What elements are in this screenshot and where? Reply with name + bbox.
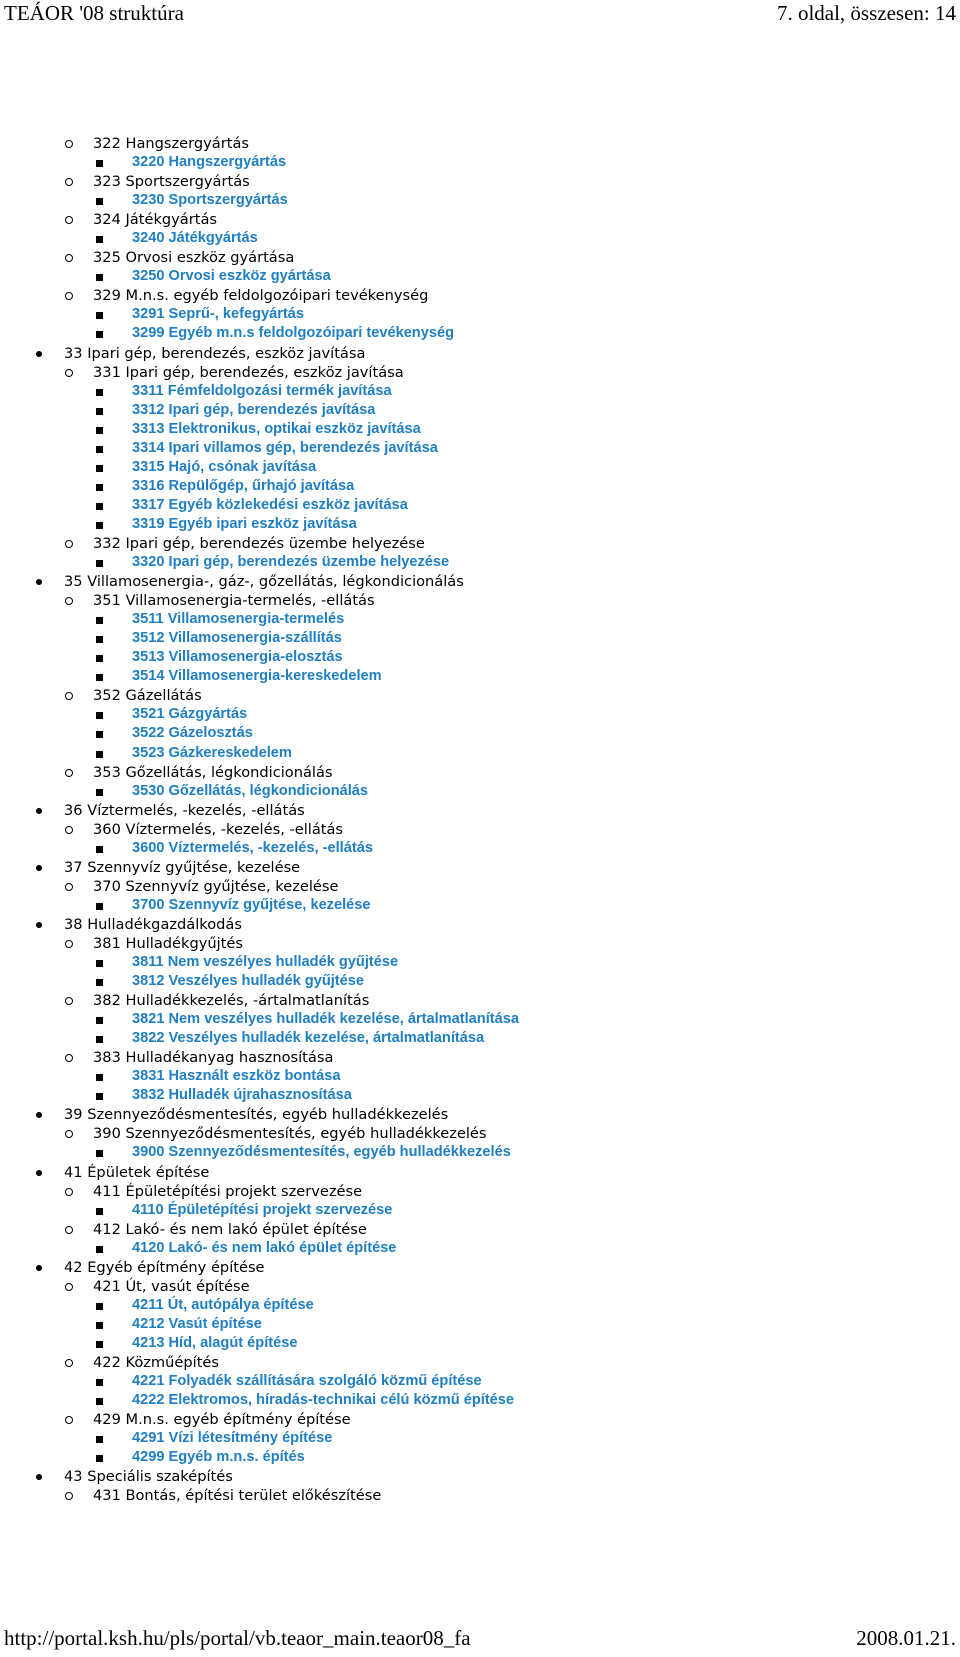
square-bullet-icon: [96, 1436, 103, 1443]
item-label: 382 Hulladékkezelés, -ártalmatlanítás: [93, 992, 370, 1010]
print-date: 2008.01.21.: [856, 1626, 956, 1650]
class-link[interactable]: 4291 Vízi létesítmény építése: [132, 1430, 333, 1447]
class-link[interactable]: 3821 Nem veszélyes hulladék kezelése, ártalmatlanítása: [132, 1011, 519, 1028]
class-link[interactable]: 4222 Elektromos, híradás-technikai célú közmű építése: [132, 1392, 515, 1409]
square-bullet-icon: [96, 655, 103, 662]
class-item[interactable]: [0, 191, 960, 210]
item-label: 390 Szennyeződésmentesítés, egyéb hulladékkezelés: [93, 1125, 487, 1143]
document-title: TEÁOR '08 struktúra: [4, 1, 184, 25]
class-item[interactable]: [0, 1086, 960, 1105]
item-label: 41 Épületek építése: [64, 1163, 210, 1181]
item-label: 383 Hulladékanyag hasznosítása: [93, 1049, 334, 1067]
item-label: 322 Hangszergyártás: [93, 135, 250, 152]
class-item[interactable]: [0, 1296, 960, 1315]
class-item[interactable]: [0, 1315, 960, 1334]
class-item[interactable]: [0, 953, 960, 972]
item-label: 36 Víztermelés, -kezelés, -ellátás: [64, 801, 305, 819]
class-item[interactable]: [0, 153, 960, 172]
class-link[interactable]: 3811 Nem veszélyes hulladék gyűjtése: [132, 954, 399, 971]
circle-bullet-icon: [65, 940, 73, 948]
group-item: [0, 286, 960, 305]
class-item[interactable]: [0, 420, 960, 439]
square-bullet-icon: [96, 160, 103, 167]
item-label: 360 Víztermelés, -kezelés, -ellátás: [93, 820, 344, 838]
item-label: 35 Villamosenergia-, gáz-, gőzellátás, légkondicionálás: [64, 573, 464, 591]
square-bullet-icon: [96, 674, 103, 681]
class-link[interactable]: 4221 Folyadék szállítására szolgáló közmű építése: [132, 1373, 482, 1390]
item-label: 324 Játékgyártás: [93, 211, 218, 229]
item-label: 37 Szennyvíz gyűjtése, kezelése: [64, 858, 301, 876]
square-bullet-icon: [96, 979, 103, 986]
square-bullet-icon: [96, 236, 103, 243]
item-label: 429 M.n.s. egyéb építmény építése: [93, 1411, 351, 1429]
class-item[interactable]: [0, 382, 960, 401]
circle-bullet-icon: [65, 178, 73, 186]
class-link[interactable]: 3530 Gőzellátás, légkondicionálás: [132, 782, 369, 799]
circle-bullet-icon: [65, 1416, 73, 1424]
square-bullet-icon: [96, 846, 103, 853]
class-link[interactable]: 3314 Ipari villamos gép, berendezés javítása: [132, 439, 438, 456]
class-item[interactable]: [0, 724, 960, 743]
class-item[interactable]: [0, 648, 960, 667]
class-link[interactable]: 3299 Egyéb m.n.s feldolgozóipari tevékenység: [132, 325, 454, 342]
square-bullet-icon: [96, 731, 103, 738]
group-item: [0, 686, 960, 705]
group-item: [0, 934, 960, 953]
class-item[interactable]: [0, 553, 960, 572]
class-link[interactable]: 3900 Szennyeződésmentesítés, egyéb hulladékkezelés: [132, 1144, 511, 1161]
circle-bullet-icon: [65, 540, 73, 548]
class-item[interactable]: [0, 896, 960, 915]
square-bullet-icon: [96, 789, 103, 796]
class-item[interactable]: [0, 839, 960, 858]
class-link[interactable]: 3250 Orvosi eszköz gyártása: [132, 268, 331, 285]
class-item[interactable]: [0, 267, 960, 286]
square-bullet-icon: [96, 312, 103, 319]
square-bullet-icon: [96, 712, 103, 719]
class-item[interactable]: [0, 1429, 960, 1448]
disc-bullet-icon: [36, 865, 42, 871]
section-item: [0, 801, 960, 820]
circle-bullet-icon: [65, 216, 73, 224]
square-bullet-icon: [96, 274, 103, 281]
classification-tree: [0, 134, 960, 1505]
circle-bullet-icon: [65, 1054, 73, 1062]
group-item: [0, 1277, 960, 1296]
item-label: 353 Gőzellátás, légkondicionálás: [93, 763, 333, 781]
section-item: [0, 1105, 960, 1124]
class-item[interactable]: [0, 610, 960, 629]
class-item[interactable]: [0, 1448, 960, 1467]
group-item: [0, 1353, 960, 1372]
class-link[interactable]: 3312 Ipari gép, berendezés javítása: [132, 401, 376, 418]
class-link[interactable]: 3522 Gázelosztás: [132, 725, 253, 742]
class-item[interactable]: [0, 705, 960, 724]
square-bullet-icon: [96, 960, 103, 967]
class-link[interactable]: 3230 Sportszergyártás: [132, 192, 288, 209]
class-item[interactable]: [0, 458, 960, 477]
square-bullet-icon: [96, 465, 103, 472]
item-label: 323 Sportszergyártás: [93, 173, 250, 191]
page-counter: 7. oldal, összesen: 14: [776, 1, 956, 25]
disc-bullet-icon: [36, 1112, 42, 1118]
class-link[interactable]: 3812 Veszélyes hulladék gyűjtése: [132, 973, 365, 990]
class-item[interactable]: [0, 629, 960, 648]
class-item[interactable]: [0, 782, 960, 801]
square-bullet-icon: [96, 484, 103, 491]
circle-bullet-icon: [65, 692, 73, 700]
group-item: [0, 363, 960, 382]
class-item[interactable]: [0, 1010, 960, 1029]
circle-bullet-icon: [65, 597, 73, 605]
circle-bullet-icon: [65, 1359, 73, 1367]
class-item[interactable]: [0, 305, 960, 324]
group-item: [0, 591, 960, 610]
circle-bullet-icon: [65, 769, 73, 777]
class-item[interactable]: [0, 477, 960, 496]
circle-bullet-icon: [65, 1492, 73, 1500]
square-bullet-icon: [96, 1017, 103, 1024]
square-bullet-icon: [96, 1246, 103, 1253]
square-bullet-icon: [96, 1208, 103, 1215]
class-link[interactable]: 4299 Egyéb m.n.s. építés: [132, 1449, 305, 1466]
class-link[interactable]: 4212 Vasút építése: [132, 1315, 262, 1332]
square-bullet-icon: [96, 617, 103, 624]
class-link[interactable]: 3513 Villamosenergia-elosztás: [132, 649, 343, 666]
class-link[interactable]: 3317 Egyéb közlekedési eszköz javítása: [132, 496, 408, 513]
class-link[interactable]: 4213 Híd, alagút építése: [132, 1334, 298, 1351]
class-link[interactable]: 3315 Hajó, csónak javítása: [132, 458, 317, 475]
group-item: [0, 820, 960, 839]
class-item[interactable]: [0, 1334, 960, 1353]
square-bullet-icon: [96, 446, 103, 453]
disc-bullet-icon: [36, 808, 42, 814]
class-item[interactable]: [0, 972, 960, 991]
class-link[interactable]: 3822 Veszélyes hulladék kezelése, ártalmatlanítása: [132, 1030, 485, 1047]
circle-bullet-icon: [65, 1226, 73, 1234]
section-item: [0, 915, 960, 934]
item-label: 325 Orvosi eszköz gyártása: [93, 249, 295, 267]
disc-bullet-icon: [36, 1170, 42, 1176]
square-bullet-icon: [96, 1322, 103, 1329]
class-link[interactable]: 3832 Hulladék újrahasznosítása: [132, 1087, 352, 1104]
square-bullet-icon: [96, 1036, 103, 1043]
item-label: 370 Szennyvíz gyűjtése, kezelése: [93, 877, 339, 895]
group-item: [0, 534, 960, 553]
item-label: 352 Gázellátás: [93, 687, 202, 705]
group-item: [0, 1220, 960, 1239]
class-link[interactable]: 3521 Gázgyártás: [132, 706, 248, 723]
square-bullet-icon: [96, 427, 103, 434]
disc-bullet-icon: [36, 1474, 42, 1480]
square-bullet-icon: [96, 408, 103, 415]
item-label: 38 Hulladékgazdálkodás: [64, 915, 242, 933]
section-item: [0, 858, 960, 877]
circle-bullet-icon: [65, 1130, 73, 1138]
circle-bullet-icon: [65, 997, 73, 1005]
class-item[interactable]: [0, 515, 960, 534]
class-item[interactable]: [0, 1143, 960, 1162]
section-item: [0, 1163, 960, 1182]
class-link[interactable]: 3316 Repülőgép, űrhajó javítása: [132, 477, 355, 494]
item-label: 329 M.n.s. egyéb feldolgozóipari tevékenység: [93, 287, 429, 305]
class-link[interactable]: 3320 Ipari gép, berendezés üzembe helyezése: [132, 554, 450, 571]
square-bullet-icon: [96, 560, 103, 567]
group-item: [0, 172, 960, 191]
disc-bullet-icon: [36, 1265, 42, 1271]
class-item[interactable]: [0, 229, 960, 248]
class-link[interactable]: 3600 Víztermelés, -kezelés, -ellátás: [132, 839, 373, 856]
item-label: 411 Épületépítési projekt szervezése: [93, 1182, 363, 1200]
square-bullet-icon: [96, 1379, 103, 1386]
circle-bullet-icon: [65, 254, 73, 262]
class-link[interactable]: 3220 Hangszergyártás: [132, 154, 287, 171]
class-link[interactable]: 3514 Villamosenergia-kereskedelem: [132, 668, 382, 685]
source-url: http://portal.ksh.hu/pls/portal/vb.teaor_main.teaor08_fa: [4, 1626, 471, 1650]
class-item[interactable]: [0, 667, 960, 686]
item-label: 39 Szennyeződésmentesítés, egyéb hulladékkezelés: [64, 1106, 449, 1124]
class-item[interactable]: [0, 744, 960, 763]
square-bullet-icon: [96, 1455, 103, 1462]
class-item[interactable]: [0, 1067, 960, 1086]
page-header: [0, 0, 960, 30]
class-link[interactable]: 3319 Egyéb ipari eszköz javítása: [132, 515, 357, 532]
group-item: [0, 1410, 960, 1429]
class-link[interactable]: 3311 Fémfeldolgozási termék javítása: [132, 382, 392, 399]
page-footer: [0, 1626, 960, 1656]
class-item[interactable]: [0, 1201, 960, 1220]
class-item[interactable]: [0, 439, 960, 458]
square-bullet-icon: [96, 1093, 103, 1100]
class-link[interactable]: 4120 Lakó- és nem lakó épület építése: [132, 1239, 397, 1256]
item-label: 332 Ipari gép, berendezés üzembe helyezése: [93, 534, 425, 552]
class-link[interactable]: 3291 Seprű-, kefegyártás: [132, 306, 304, 323]
group-item: [0, 1486, 960, 1505]
group-item: [0, 1182, 960, 1201]
class-item[interactable]: [0, 401, 960, 420]
circle-bullet-icon: [65, 140, 73, 148]
class-link[interactable]: 3511 Villamosenergia-termelés: [132, 611, 345, 628]
class-link[interactable]: 3523 Gázkereskedelem: [132, 744, 292, 761]
square-bullet-icon: [96, 331, 103, 338]
class-item[interactable]: [0, 324, 960, 343]
disc-bullet-icon: [36, 579, 42, 585]
group-item: [0, 1124, 960, 1143]
class-link[interactable]: 3512 Villamosenergia-szállítás: [132, 630, 342, 647]
square-bullet-icon: [96, 1074, 103, 1081]
group-item: [0, 210, 960, 229]
square-bullet-icon: [96, 903, 103, 910]
circle-bullet-icon: [65, 1188, 73, 1196]
square-bullet-icon: [96, 1398, 103, 1405]
class-item[interactable]: [0, 1029, 960, 1048]
item-label: 42 Egyéb építmény építése: [64, 1258, 265, 1276]
class-item[interactable]: [0, 1239, 960, 1258]
circle-bullet-icon: [65, 883, 73, 891]
item-label: 422 Közműépítés: [93, 1354, 219, 1371]
group-item: [0, 763, 960, 782]
item-label: 331 Ipari gép, berendezés, eszköz javítása: [93, 363, 404, 381]
circle-bullet-icon: [65, 292, 73, 300]
group-item: [0, 877, 960, 896]
square-bullet-icon: [96, 1150, 103, 1157]
item-label: 421 Út, vasút építése: [93, 1277, 250, 1295]
item-label: 412 Lakó- és nem lakó épület építése: [93, 1220, 367, 1238]
square-bullet-icon: [96, 1341, 103, 1348]
square-bullet-icon: [96, 389, 103, 396]
group-item: [0, 134, 960, 153]
square-bullet-icon: [96, 503, 103, 510]
group-item: [0, 248, 960, 267]
square-bullet-icon: [96, 1303, 103, 1310]
item-label: 381 Hulladékgyűjtés: [93, 934, 243, 952]
group-item: [0, 991, 960, 1010]
disc-bullet-icon: [36, 922, 42, 928]
class-link[interactable]: 4211 Út, autópálya építése: [132, 1296, 314, 1313]
circle-bullet-icon: [65, 1283, 73, 1291]
section-item: [0, 1467, 960, 1486]
class-link[interactable]: 3240 Játékgyártás: [132, 230, 258, 247]
class-item[interactable]: [0, 1372, 960, 1391]
class-link[interactable]: 3313 Elektronikus, optikai eszköz javítása: [132, 420, 421, 437]
circle-bullet-icon: [65, 369, 73, 377]
section-item: [0, 572, 960, 591]
group-item: [0, 1048, 960, 1067]
class-link[interactable]: 4110 Épületépítési projekt szervezése: [132, 1201, 393, 1218]
square-bullet-icon: [96, 522, 103, 529]
section-item: [0, 1258, 960, 1277]
class-link[interactable]: 3831 Használt eszköz bontása: [132, 1068, 341, 1085]
square-bullet-icon: [96, 751, 103, 758]
class-item[interactable]: [0, 496, 960, 515]
item-label: 431 Bontás, építési terület előkészítése: [93, 1487, 382, 1505]
item-label: 351 Villamosenergia-termelés, -ellátás: [93, 592, 375, 610]
class-link[interactable]: 3700 Szennyvíz gyűjtése, kezelése: [132, 896, 371, 913]
item-label: 33 Ipari gép, berendezés, eszköz javítása: [64, 344, 366, 362]
item-label: 43 Speciális szaképítés: [64, 1468, 233, 1486]
disc-bullet-icon: [36, 351, 42, 357]
section-item: [0, 344, 960, 363]
circle-bullet-icon: [65, 826, 73, 834]
square-bullet-icon: [96, 198, 103, 205]
square-bullet-icon: [96, 636, 103, 643]
class-item[interactable]: [0, 1391, 960, 1410]
